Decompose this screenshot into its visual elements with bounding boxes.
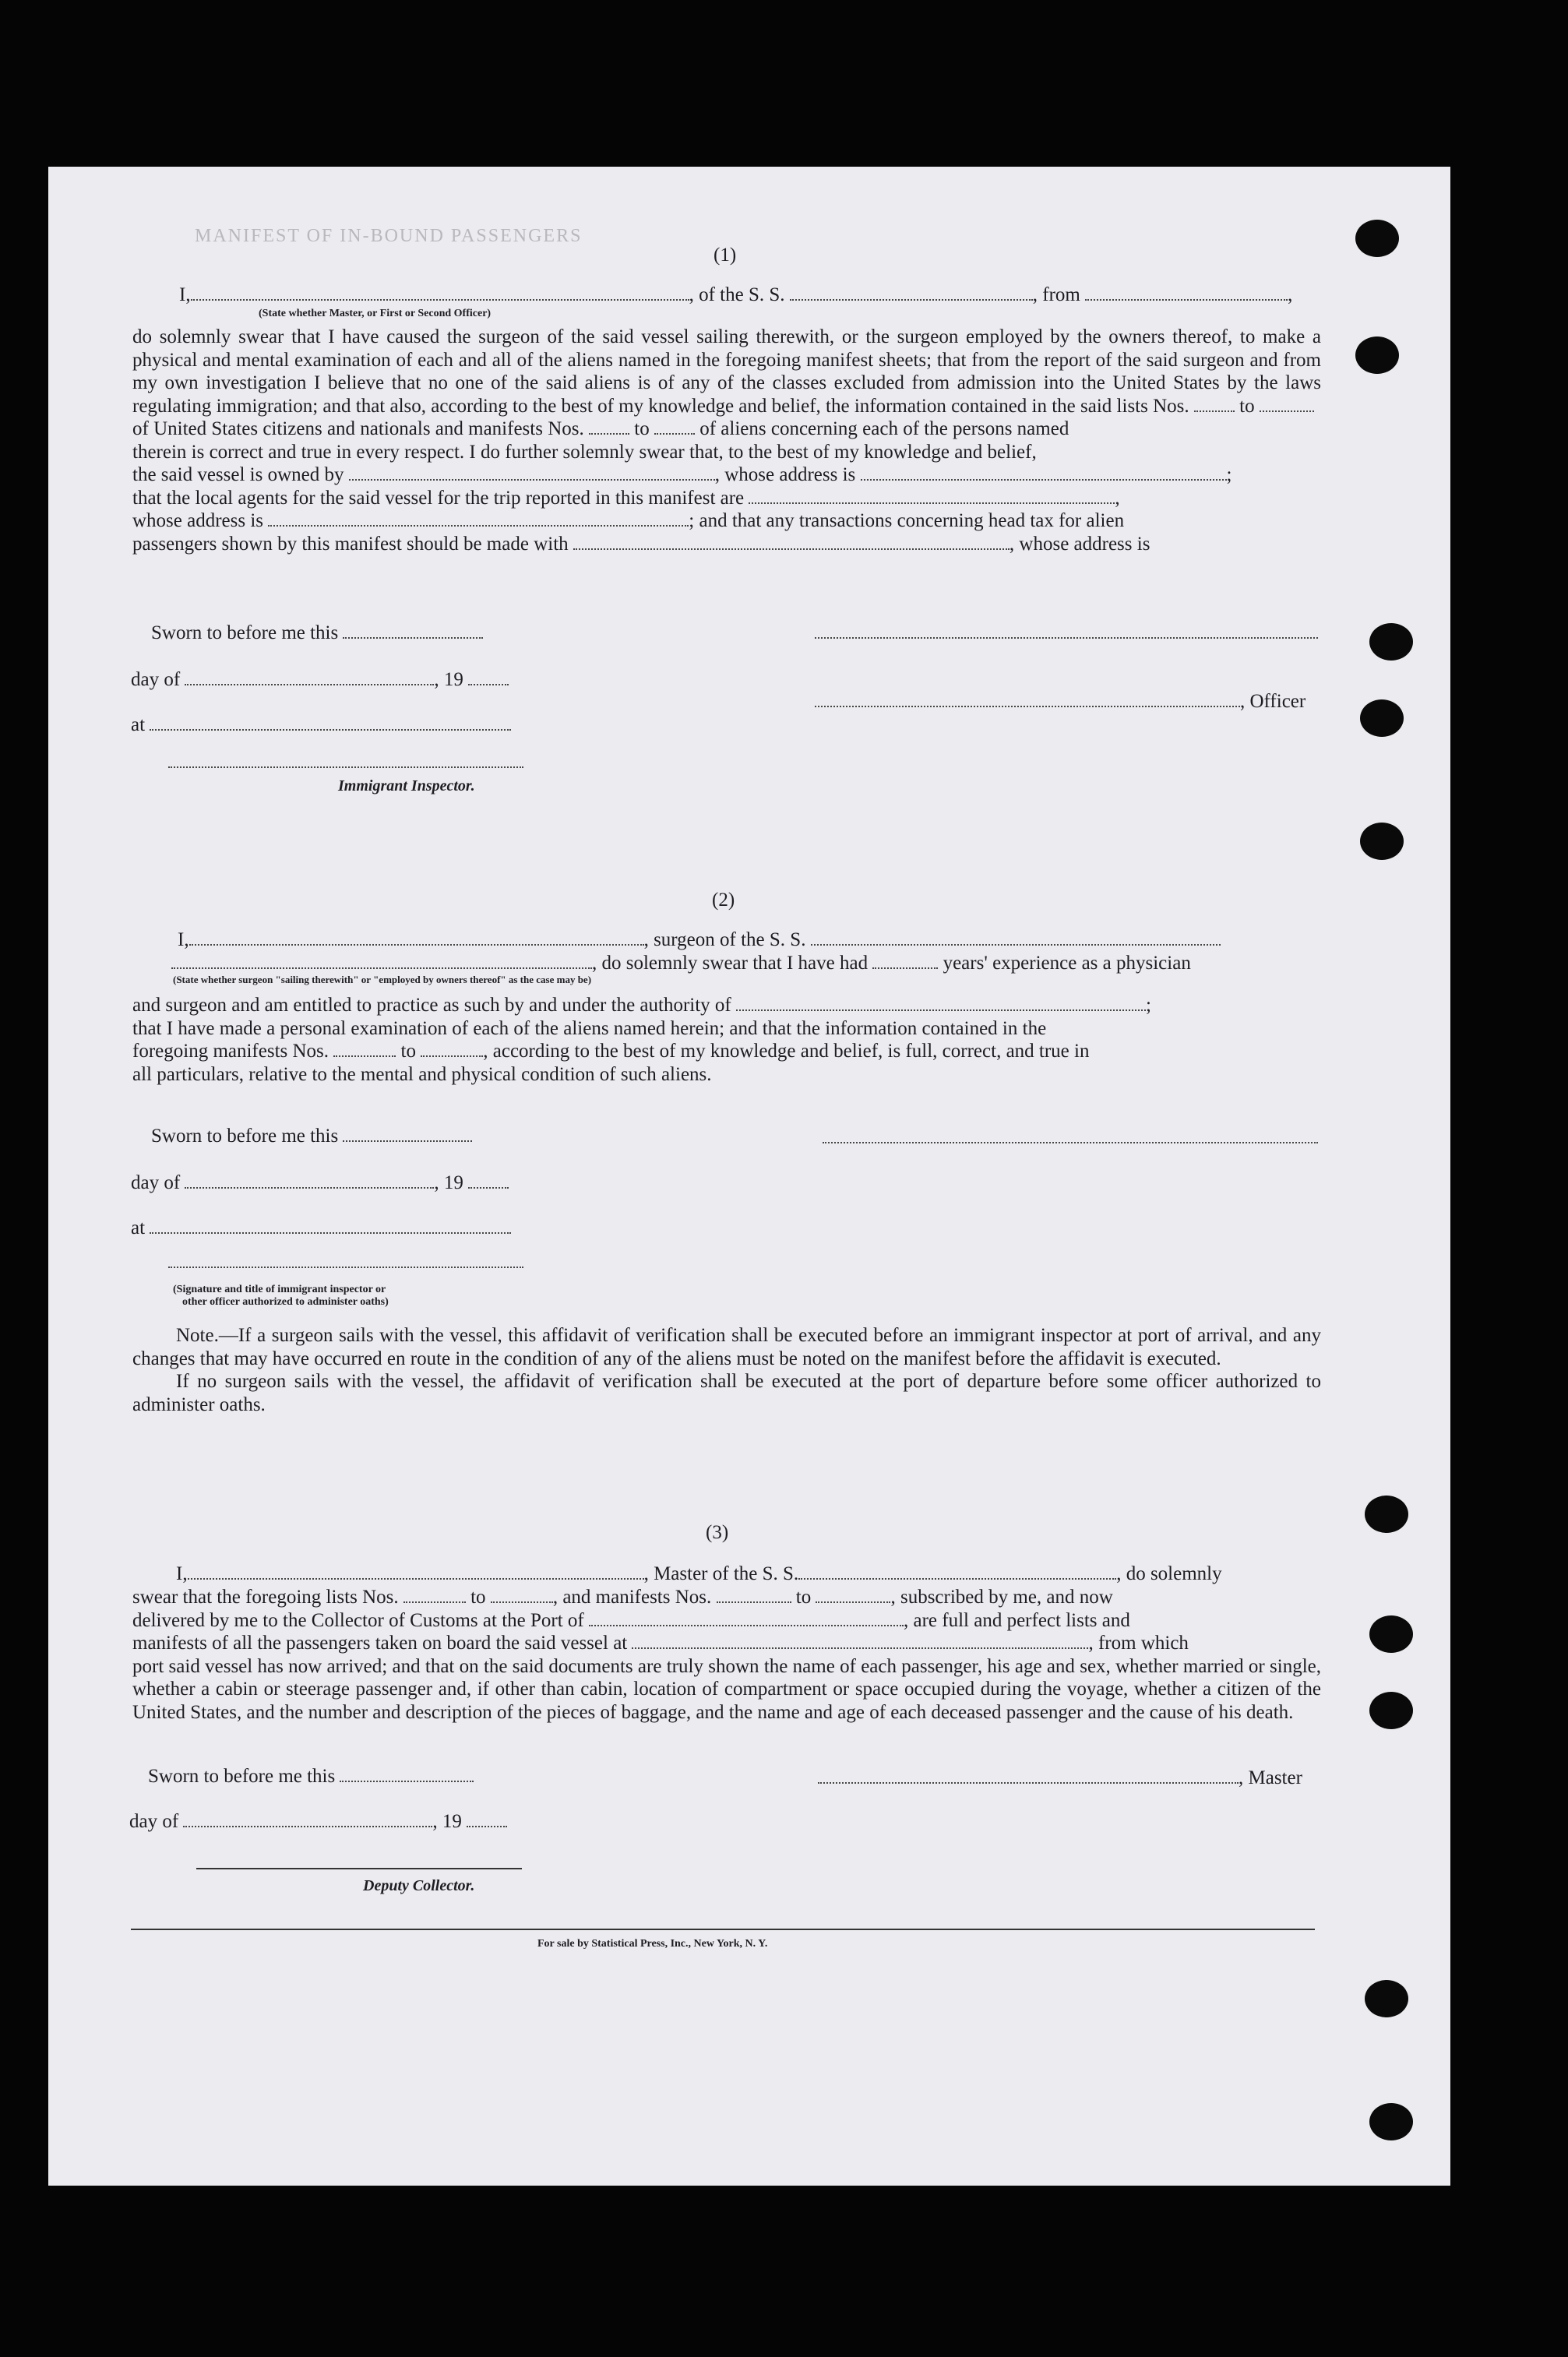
- s1-sworn: Sworn to before me this: [151, 622, 483, 645]
- s3-sworn: Sworn to before me this: [148, 1765, 474, 1788]
- s2-paragraph: and surgeon and am entitled to practice as such by and under the authority of ; that I have made a personal examination of each of the aliens named herein; and that the information contained in the foregoing manifests Nos. to , according to the best of my knowledge and belief, is full, correct, and true in all particulars, relative to the mental and physical condition of such aliens.: [132, 995, 1151, 1085]
- s1-line-1: I, , of the S. S. , from ,: [179, 284, 1293, 305]
- s3-line-1: I, , Master of the S. S. , do solemnly: [176, 1563, 1222, 1584]
- s1-officer: , Officer: [815, 690, 1305, 713]
- s3-deputy-label: Deputy Collector.: [363, 1877, 475, 1894]
- punch-hole: [1369, 1615, 1413, 1653]
- bleed-through-text: MANIFEST OF IN-BOUND PASSENGERS: [195, 226, 583, 246]
- footer-rule: [131, 1929, 1315, 1930]
- punch-hole: [1365, 1496, 1408, 1533]
- s1-signature-line: [815, 637, 1318, 639]
- punch-hole: [1369, 1692, 1413, 1729]
- s1-dayof: day of , 19: [131, 668, 509, 692]
- punch-hole: [1360, 699, 1404, 737]
- punch-hole: [1360, 823, 1404, 860]
- punch-hole: [1365, 1980, 1408, 2017]
- s2-dayof: day of , 19: [131, 1171, 509, 1195]
- section-3-number: (3): [706, 1522, 729, 1543]
- s1-at: at: [131, 713, 511, 737]
- punch-hole: [1355, 336, 1399, 374]
- s2-line-1: I, , surgeon of the S. S.: [178, 928, 1221, 952]
- s2-signature-line: [823, 1142, 1318, 1143]
- s3-collector-line: [196, 1868, 522, 1869]
- s3-dayof: day of , 19: [129, 1810, 507, 1834]
- s2-sig-note-1: (Signature and title of immigrant inspector or: [173, 1284, 386, 1295]
- s3-paragraph: swear that the foregoing lists Nos. to , and manifests Nos. to , subscribed by me, and now delivered by me to the Collector of Customs at the Port of , are full and perfect lists and manifests of all the passengers taken on board the said vessel at , from which port said vessel has now arrived; and that on the said documents are truly shown the name of each passenger, his age and sex, whether married or single, whether a cabin or steerage passenger and, if other than cabin, location of compartment or space occupied during the voyage, whether a citizen of the United States, and the number and description of the pieces of baggage, and the name and age of each deceased passenger and the cause of his death.: [132, 1587, 1321, 1723]
- section-2-number: (2): [712, 890, 735, 911]
- s2-sig-note-2: other officer authorized to administer oaths): [182, 1296, 389, 1308]
- s1-master-note: (State whether Master, or First or Second Officer): [259, 308, 492, 319]
- s1-inspector-line: [168, 766, 523, 768]
- punch-hole: [1355, 220, 1399, 257]
- s2-at: at: [131, 1217, 511, 1240]
- footer-text: For sale by Statistical Press, Inc., New York, N. Y.: [537, 1938, 768, 1950]
- section-1-number: (1): [714, 245, 737, 266]
- punch-hole: [1369, 623, 1413, 661]
- s1-inspector-label: Immigrant Inspector.: [338, 777, 475, 794]
- s2-line-2: , do solemnly swear that I have had years' experience as a physician: [171, 952, 1191, 975]
- s1-paragraph: do solemnly swear that I have caused the surgeon of the said vessel sailing therewith, or the surgeon employed by the owners thereof, to make a physical and mental examination of each and all of the aliens named in the foregoing manifest sheets; that from the report of the said surgeon and from my own investigation I believe that no one of the said aliens is of any of the classes excluded from admission into the United States by the laws regulating immigration; and that also, according to the best of my knowledge and belief, the information contained in the said lists Nos. to of United States citizens and nationals and manifests Nos. to of aliens concerning each of the persons named therein is correct and true in every respect. I do further solemnly swear that, to the best of my knowledge and belief, the said vessel is owned by , whose address is ; that the local agents for the said vessel for the trip reported in this manifest are , whose address is ; and that any transactions concerning head tax for alien passengers shown by this manifest should be made with , whose address is: [132, 326, 1321, 555]
- s2-inspector-line: [168, 1267, 523, 1268]
- note-label: Note.: [176, 1325, 219, 1346]
- s2-surgeon-note: (State whether surgeon "sailing therewith" or "employed by owners thereof" as the case may be): [173, 974, 592, 985]
- s3-master: , Master: [818, 1767, 1302, 1790]
- s2-note: Note.—If a surgeon sails with the vessel, this affidavit of verification shall be executed before an immigrant inspector at port of arrival, and any changes that may have occurred en route in the condition of any of the aliens must be noted on the manifest before the affidavit is executed. If no surgeon sails with the vessel, the affidavit of verification shall be executed at the port of departure before some officer authorized to administer oaths.: [132, 1325, 1321, 1415]
- punch-hole: [1369, 2103, 1413, 2140]
- s2-sworn: Sworn to before me this: [151, 1125, 472, 1148]
